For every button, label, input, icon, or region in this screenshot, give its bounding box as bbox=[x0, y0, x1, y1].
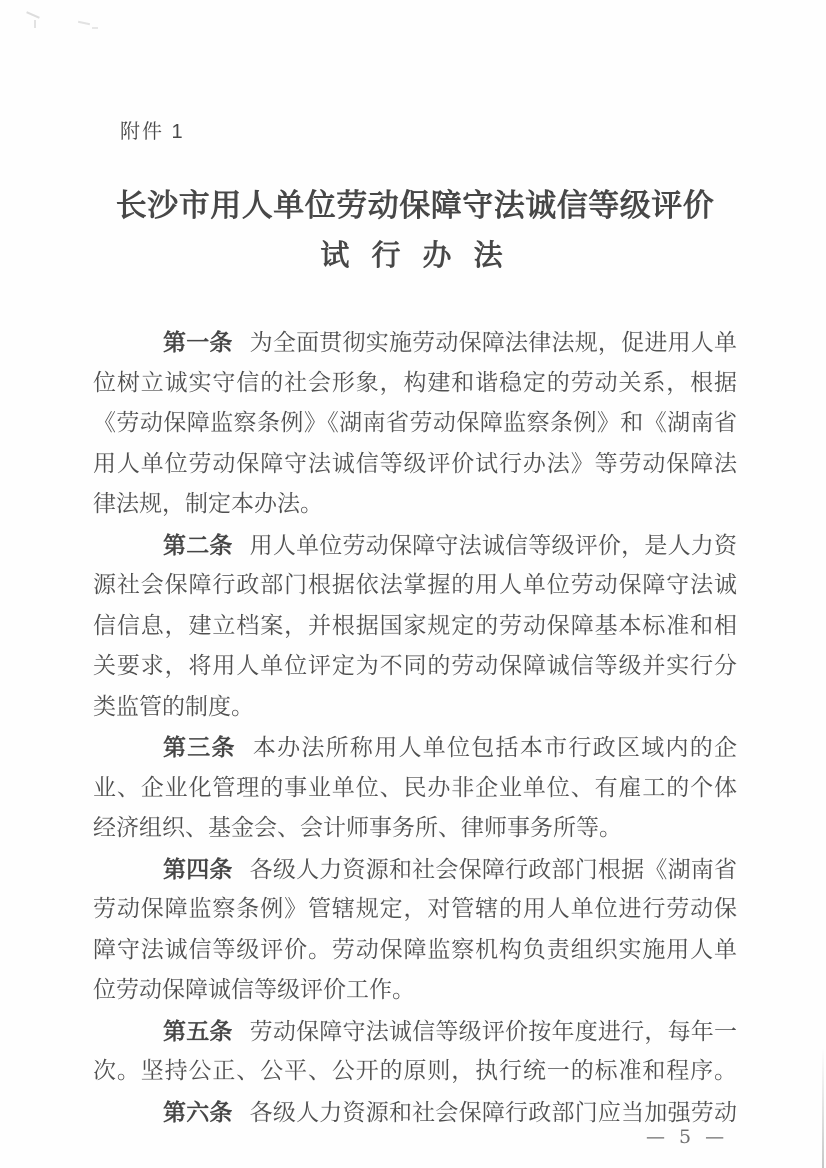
article-number-label: 第三条 bbox=[163, 734, 236, 760]
body-line bbox=[93, 444, 737, 485]
article-number-label: 第四条 bbox=[163, 855, 233, 882]
body-line bbox=[93, 808, 737, 849]
article-number-label: 第一条 bbox=[163, 329, 233, 355]
line-text: 各级人力资源和社会保障行政部门应当加强劳动 bbox=[249, 1099, 738, 1126]
body-line bbox=[93, 687, 737, 728]
line-text: 位树立诚实守信的社会形象，构建和谐稳定的劳动关系，根据 bbox=[93, 369, 737, 396]
body-line bbox=[93, 889, 737, 930]
line-text: 律法规，制定本办法。 bbox=[93, 491, 323, 517]
line-text: 信信息，建立档案，并根据国家规定的劳动保障基本标准和相 bbox=[93, 612, 737, 639]
body-line bbox=[93, 363, 737, 404]
scan-edge-artifact bbox=[822, 1048, 824, 1168]
article-number-label: 第六条 bbox=[163, 1098, 233, 1125]
scan-artifact bbox=[26, 11, 40, 19]
line-text: 障守法诚信等级评价。劳动保障监察机构负责组织实施用人单 bbox=[93, 936, 737, 963]
body-line bbox=[93, 565, 737, 606]
document-body bbox=[93, 322, 737, 1132]
scan-artifact bbox=[34, 20, 36, 28]
line-text: 为全面贯彻实施劳动保障法律法规，促进用人单 bbox=[249, 330, 738, 356]
page-number: — 5 — bbox=[646, 1126, 729, 1148]
line-text: 业、企业化管理的事业单位、民办非企业单位、有雇工的个体 bbox=[93, 774, 737, 801]
article-start-line bbox=[93, 849, 737, 890]
attachment-label: 附件 1 bbox=[120, 121, 185, 143]
body-line bbox=[93, 606, 737, 647]
scan-artifact bbox=[92, 27, 98, 29]
line-text: 类监管的制度。 bbox=[93, 693, 254, 720]
body-line bbox=[93, 930, 737, 971]
article-start-line bbox=[93, 525, 737, 566]
article-start-line bbox=[93, 1011, 737, 1052]
line-text: 用人单位劳动保障守法诚信等级评价试行办法》等劳动保障法 bbox=[93, 450, 737, 477]
line-text: 劳动保障守法诚信等级评价按年度进行，每年一 bbox=[249, 1018, 738, 1045]
line-text: 各级人力资源和社会保障行政部门根据《湖南省 bbox=[249, 856, 738, 883]
document-title-line1: 长沙市用人单位劳动保障守法诚信等级评价 bbox=[115, 188, 715, 223]
line-text: 次。坚持公正、公平、公开的原则，执行统一的标准和程序。 bbox=[93, 1058, 737, 1084]
scan-artifact bbox=[78, 21, 90, 25]
article-number-label: 第二条 bbox=[163, 531, 233, 558]
line-text: 源社会保障行政部门根据依法掌握的用人单位劳动保障守法诚 bbox=[93, 572, 737, 598]
body-line bbox=[93, 1051, 737, 1092]
article-number-label: 第五条 bbox=[163, 1017, 233, 1044]
article-start-line bbox=[93, 1092, 737, 1133]
document-title-line2: 试 行 办 法 bbox=[320, 240, 510, 272]
line-text: 关要求，将用人单位评定为不同的劳动保障诚信等级并实行分 bbox=[93, 653, 737, 679]
line-text: 用人单位劳动保障守法诚信等级评价，是人力资 bbox=[249, 532, 738, 559]
article-start-line bbox=[93, 322, 737, 363]
line-text: 劳动保障监察条例》管辖规定，对管辖的用人单位进行劳动保 bbox=[93, 896, 737, 922]
line-text: 《劳动保障监察条例》《湖南省劳动保障监察条例》和《湖南省 bbox=[93, 410, 737, 436]
body-line bbox=[93, 484, 737, 525]
body-line bbox=[93, 646, 737, 687]
body-line bbox=[93, 768, 737, 809]
line-text: 本办法所称用人单位包括本市行政区域内的企 bbox=[252, 735, 738, 761]
line-text: 位劳动保障诚信等级评价工作。 bbox=[93, 977, 415, 1003]
article-start-line bbox=[93, 727, 737, 768]
line-text: 经济组织、基金会、会计师事务所、律师事务所等。 bbox=[93, 815, 622, 841]
body-line bbox=[93, 403, 737, 444]
body-line bbox=[93, 970, 737, 1011]
